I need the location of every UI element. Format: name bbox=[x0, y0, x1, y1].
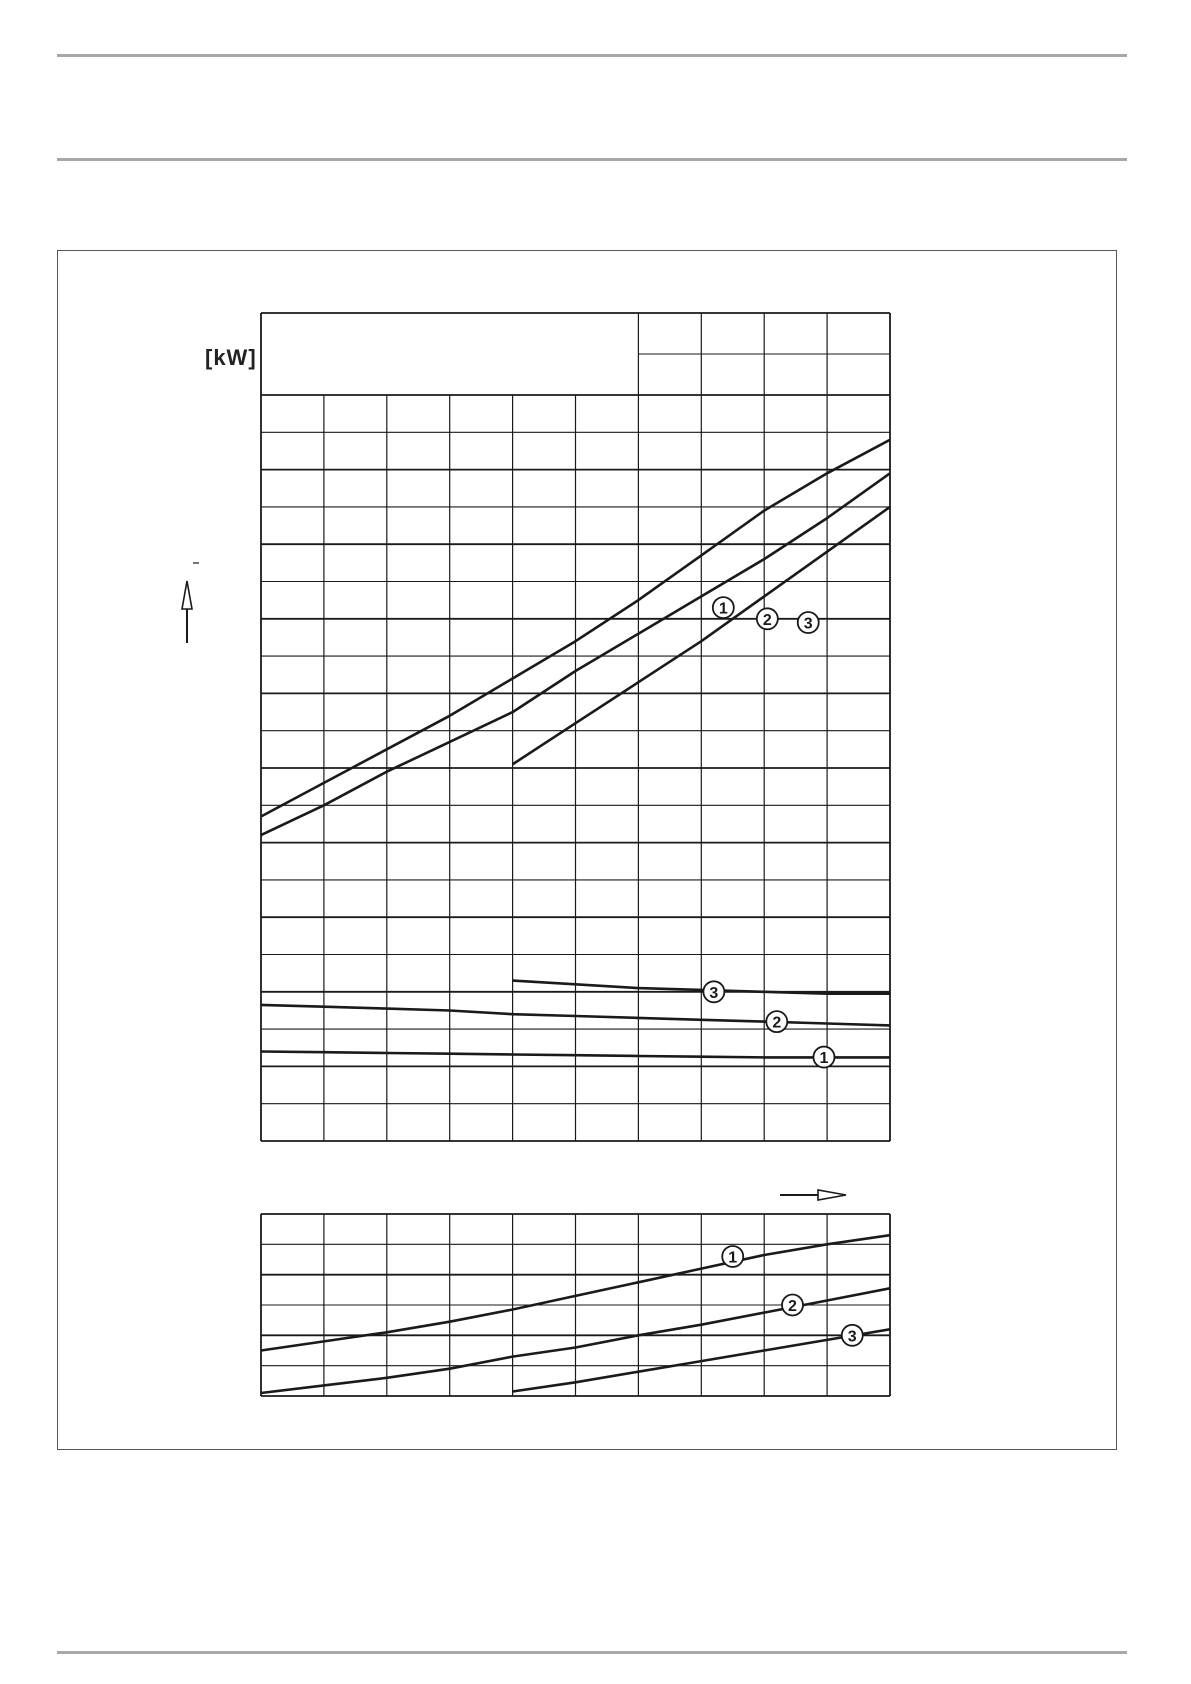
upper-panel-marker-label-2-1: 2 bbox=[762, 611, 772, 629]
bottom-rule bbox=[57, 1651, 1127, 1654]
unit-label-kw: [kW] bbox=[205, 345, 257, 370]
upper-panel-marker-label-3-3: 3 bbox=[709, 984, 719, 1002]
lower-panel-marker-label-2-1: 2 bbox=[788, 1298, 797, 1315]
lower-panel-marker-label-1-0: 1 bbox=[728, 1249, 738, 1267]
chart-canvas bbox=[58, 251, 1118, 1451]
top-rule bbox=[57, 54, 1127, 57]
second-rule bbox=[57, 158, 1127, 161]
x-axis-arrow-head bbox=[818, 1190, 846, 1200]
chart-frame bbox=[57, 250, 1117, 1450]
y-axis-arrow-head bbox=[182, 581, 192, 609]
upper-panel-marker-label-1-0: 1 bbox=[718, 600, 728, 618]
lower-panel-marker-label-3-2: 3 bbox=[847, 1328, 857, 1346]
upper-panel-marker-label-1-5: 1 bbox=[819, 1050, 829, 1068]
upper-panel-marker-label-3-2: 3 bbox=[803, 615, 813, 633]
upper-panel-marker-label-2-4: 2 bbox=[772, 1014, 782, 1032]
